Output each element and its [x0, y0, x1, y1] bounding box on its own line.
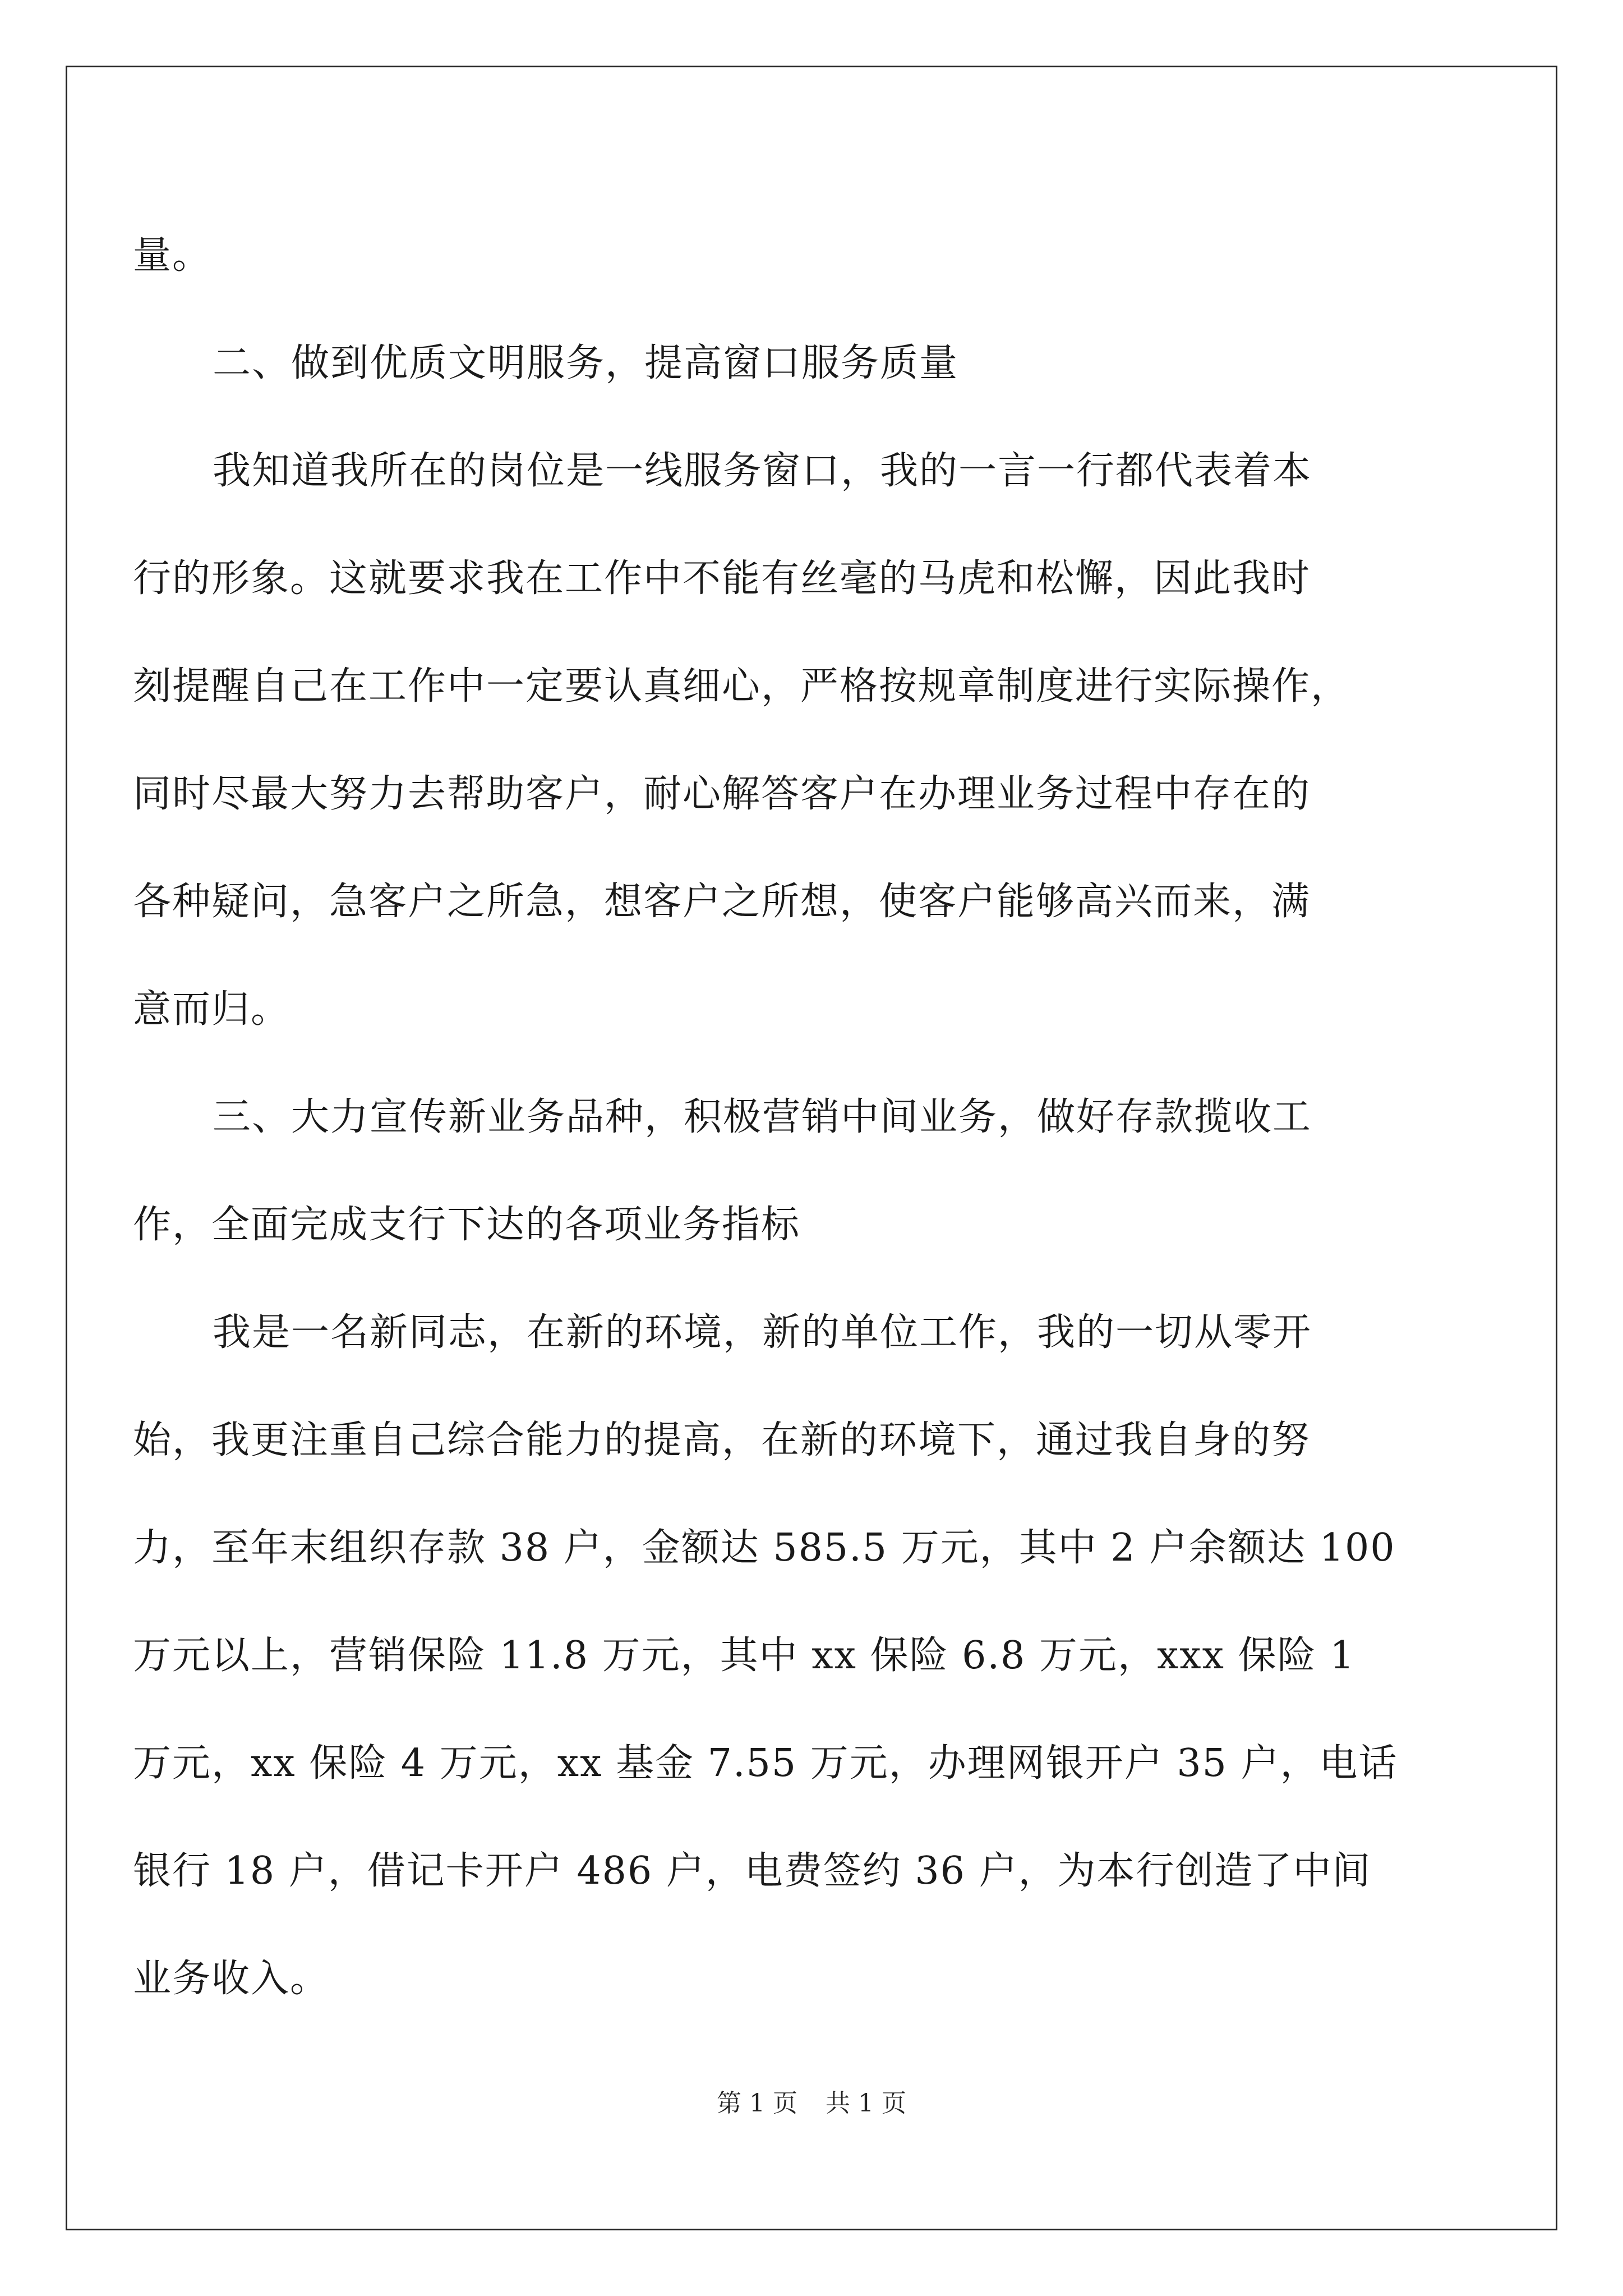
text-line: 同时尽最大努力去帮助客户，耐心解答客户在办理业务过程中存在的	[133, 772, 1311, 816]
page-total: 共 1 页	[826, 2089, 906, 2118]
text-line: 力，至年末组织存款 38 户，金额达 585.5 万元，其中 2 户余额达 100	[133, 1526, 1396, 1570]
text-line: 我是一名新同志，在新的环境，新的单位工作，我的一切从零开	[213, 1310, 1312, 1355]
text-line: 万元，xx 保险 4 万元，xx 基金 7.55 万元，办理网银开户 35 户，电话	[133, 1741, 1398, 1786]
section-heading-3: 三、大力宣传新业务品种，积极营销中间业务，做好存款揽收工	[213, 1095, 1312, 1139]
page-number: 第 1 页	[717, 2089, 797, 2118]
text-line: 意而归。	[133, 987, 291, 1032]
page-footer	[0, 2088, 1623, 2119]
text-line: 始，我更注重自己综合能力的提高，在新的环境下，通过我自身的努	[133, 1418, 1311, 1462]
text-line: 刻提醒自己在工作中一定要认真细心，严格按规章制度进行实际操作，	[133, 664, 1350, 708]
text-line: 行的形象。这就要求我在工作中不能有丝毫的马虎和松懈，因此我时	[133, 556, 1311, 601]
text-line: 银行 18 户，借记卡开户 486 户，电费签约 36 户，为本行创造了中间	[133, 1849, 1372, 1893]
section-heading-2: 二、做到优质文明服务，提高窗口服务质量	[213, 341, 959, 385]
text-line: 各种疑问，急客户之所急，想客户之所想，使客户能够高兴而来，满	[133, 880, 1311, 924]
text-line: 万元以上，营销保险 11.8 万元，其中 xx 保险 6.8 万元，xxx 保险 1	[133, 1634, 1355, 1678]
document-body	[133, 202, 1456, 2033]
text-line: 量。	[133, 233, 212, 278]
text-line: 业务收入。	[133, 1957, 330, 2001]
section-heading-3-continued: 作，全面完成支行下达的各项业务指标	[133, 1203, 801, 1247]
text-line: 我知道我所在的岗位是一线服务窗口，我的一言一行都代表着本	[213, 449, 1312, 493]
